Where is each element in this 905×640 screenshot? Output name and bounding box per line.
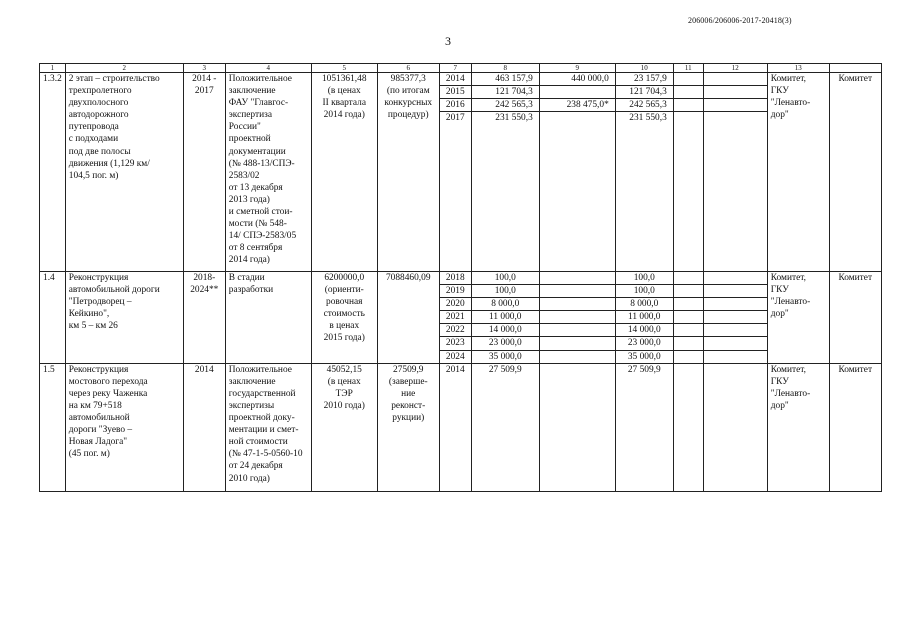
empty-cell [703, 298, 767, 311]
federal-value [539, 272, 615, 285]
total-value: 8 000,0 [471, 298, 539, 311]
table-row [40, 73, 882, 86]
column-header: 2 [65, 64, 183, 73]
empty-cell [673, 311, 703, 324]
total-value: 100,0 [471, 272, 539, 285]
federal-value [539, 350, 615, 363]
estimated-cost: 1051361,48 (в ценах II квартала 2014 года) [311, 73, 377, 272]
total-value: 14 000,0 [471, 324, 539, 337]
column-header: 11 [673, 64, 703, 73]
executor: Комитет [829, 363, 881, 491]
empty-cell [703, 73, 767, 86]
row-number: 1.5 [40, 363, 66, 491]
customer: Комитет, ГКУ "Ленавто- дор" [767, 272, 829, 364]
year-cell: 2022 [439, 324, 471, 337]
empty-cell [673, 285, 703, 298]
empty-cell [703, 350, 767, 363]
federal-value [539, 337, 615, 350]
empty-cell [673, 298, 703, 311]
row-number: 1.3.2 [40, 73, 66, 272]
regional-value: 242 565,3 [615, 99, 673, 112]
expertise-doc: Положительное заключение ФАУ "Главгос- экспертиза России" проектной документации (№ 488-13/СПЭ- 2583/02 от 13 декабря 2013 года) и сметной стои- мости (№ 548- 14/ СПЭ-2583/05 от 8 сентября 2014 года) [225, 73, 311, 272]
regional-value: 23 157,9 [615, 73, 673, 86]
empty-cell [673, 73, 703, 86]
expertise-doc: Положительное заключение государственной экспертизы проектной доку- ментации и смет- ной стоимости (№ 47-1-5-0560-10 от 24 декабря 2010 года) [225, 363, 311, 491]
total-value: 100,0 [471, 285, 539, 298]
regional-value: 100,0 [615, 285, 673, 298]
period: 2014 [183, 363, 225, 491]
page-number: 3 [445, 34, 451, 48]
period: 2014 - 2017 [183, 73, 225, 272]
customer: Комитет, ГКУ "Ленавто- дор" [767, 363, 829, 491]
total-value: 23 000,0 [471, 337, 539, 350]
federal-value: 440 000,0 [539, 73, 615, 86]
empty-cell [673, 112, 703, 272]
column-header: 4 [225, 64, 311, 73]
object-name: Реконструкция автомобильной дороги "Петродворец – Кейкино", км 5 – км 26 [65, 272, 183, 364]
year-cell: 2014 [439, 73, 471, 86]
period: 2018- 2024** [183, 272, 225, 364]
estimated-cost: 45052,15 (в ценах ТЭР 2010 года) [311, 363, 377, 491]
empty-cell [673, 324, 703, 337]
empty-cell [673, 337, 703, 350]
column-header: 9 [539, 64, 615, 73]
program-table-wrapper [39, 63, 882, 492]
empty-cell [703, 112, 767, 272]
column-header: 5 [311, 64, 377, 73]
regional-value: 8 000,0 [615, 298, 673, 311]
federal-value [539, 86, 615, 99]
empty-cell [703, 363, 767, 491]
federal-value [539, 298, 615, 311]
regional-value: 231 550,3 [615, 112, 673, 272]
year-cell: 2024 [439, 350, 471, 363]
regional-value: 23 000,0 [615, 337, 673, 350]
column-header: 10 [615, 64, 673, 73]
empty-cell [703, 324, 767, 337]
executor: Комитет [829, 73, 881, 272]
year-cell: 2018 [439, 272, 471, 285]
column-header: 6 [377, 64, 439, 73]
total-value: 121 704,3 [471, 86, 539, 99]
empty-cell [703, 86, 767, 99]
empty-cell [673, 350, 703, 363]
document-id: 206006/206006-2017-20418(3) [688, 16, 792, 25]
total-value: 463 157,9 [471, 73, 539, 86]
total-value: 231 550,3 [471, 112, 539, 272]
total-value: 11 000,0 [471, 311, 539, 324]
year-cell: 2019 [439, 285, 471, 298]
regional-value: 11 000,0 [615, 311, 673, 324]
regional-value: 14 000,0 [615, 324, 673, 337]
table-row [40, 272, 882, 285]
year-cell: 2016 [439, 99, 471, 112]
empty-cell [673, 272, 703, 285]
column-header: 12 [703, 64, 767, 73]
regional-value: 100,0 [615, 272, 673, 285]
federal-value [539, 285, 615, 298]
empty-cell [703, 337, 767, 350]
empty-cell [703, 272, 767, 285]
column-header: 3 [183, 64, 225, 73]
federal-value: 238 475,0* [539, 99, 615, 112]
object-name: 2 этап – строительство трехпролетного двухполосного автодорожного путепровода с подходами под две полосы движения (1,129 км/ 104,5 пог. м) [65, 73, 183, 272]
federal-value [539, 363, 615, 491]
empty-cell [703, 285, 767, 298]
expertise-doc: В стадии разработки [225, 272, 311, 364]
estimated-cost: 6200000,0 (ориенти- ровочная стоимость в ценах 2015 года) [311, 272, 377, 364]
column-number-row [40, 64, 882, 73]
column-header: 8 [471, 64, 539, 73]
column-header: 7 [439, 64, 471, 73]
empty-cell [703, 99, 767, 112]
cost-after-tender: 985377,3 (по итогам конкурсных процедур) [377, 73, 439, 272]
year-cell: 2014 [439, 363, 471, 491]
empty-cell [673, 363, 703, 491]
federal-value [539, 311, 615, 324]
year-cell: 2021 [439, 311, 471, 324]
row-number: 1.4 [40, 272, 66, 364]
regional-value: 27 509,9 [615, 363, 673, 491]
total-value: 35 000,0 [471, 350, 539, 363]
executor: Комитет [829, 272, 881, 364]
empty-cell [673, 99, 703, 112]
column-header: 13 [767, 64, 829, 73]
year-cell: 2023 [439, 337, 471, 350]
federal-value [539, 112, 615, 272]
year-cell: 2020 [439, 298, 471, 311]
federal-value [539, 324, 615, 337]
column-header: 1 [40, 64, 66, 73]
column-header [829, 64, 881, 73]
cost-after-tender: 27509,9 (заверше- ние реконст- рукции) [377, 363, 439, 491]
object-name: Реконструкция мостового перехода через реку Чаженка на км 79+518 автомобильной дороги "Зуево – Новая Ладога" (45 пог. м) [65, 363, 183, 491]
customer: Комитет, ГКУ "Ленавто- дор" [767, 73, 829, 272]
year-cell: 2017 [439, 112, 471, 272]
total-value: 242 565,3 [471, 99, 539, 112]
empty-cell [673, 86, 703, 99]
regional-value: 35 000,0 [615, 350, 673, 363]
empty-cell [703, 311, 767, 324]
cost-after-tender: 7088460,09 [377, 272, 439, 364]
year-cell: 2015 [439, 86, 471, 99]
regional-value: 121 704,3 [615, 86, 673, 99]
total-value: 27 509,9 [471, 363, 539, 491]
program-table [39, 63, 882, 492]
table-row [40, 363, 882, 491]
